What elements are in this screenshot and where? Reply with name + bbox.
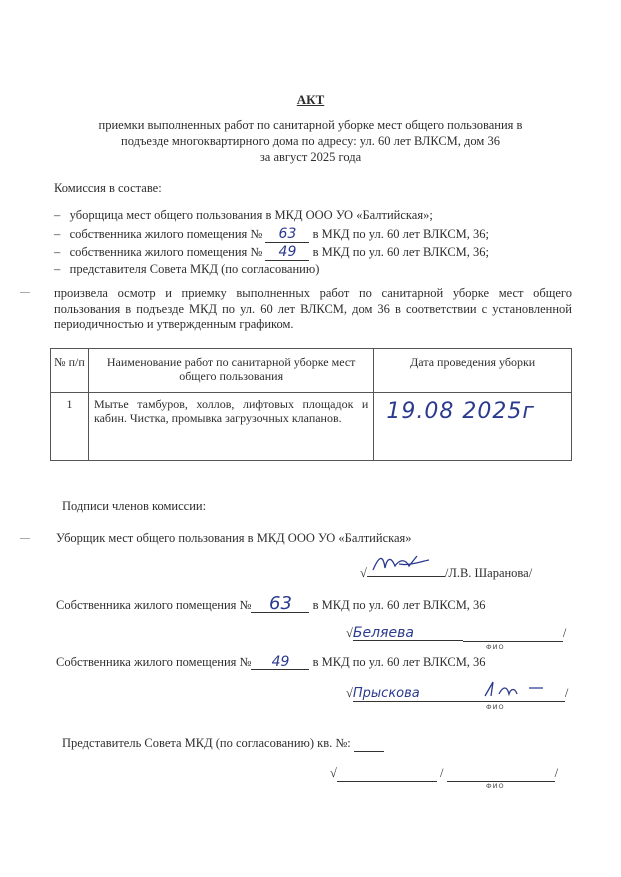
owner-2-apartment: 49 [251, 655, 309, 670]
representative-signature-line [330, 766, 558, 782]
dash-bullet: – [54, 245, 61, 259]
representative-row [62, 736, 384, 752]
representative-label: Представитель Совета МКД (по согласованию) кв. №: [62, 736, 351, 750]
header-number: № п/п [51, 349, 89, 393]
subtitle-line-3: за август 2025 года [259, 150, 362, 164]
check-mark: √ [346, 626, 353, 640]
owner-1-label: Собственника жилого помещения № [56, 598, 252, 612]
header-date: Дата проведения уборки [374, 349, 572, 393]
cleaner-signature [367, 562, 445, 577]
member-item-1 [54, 208, 433, 223]
signatures-heading: Подписи членов комиссии: [62, 499, 207, 513]
member-4-text: представителя Совета МКД (по согласованию) [69, 262, 320, 276]
owner-1-signature-line [346, 626, 566, 642]
owner-1-signature: Беляева [353, 626, 463, 641]
member-item-4 [54, 262, 319, 277]
representative-signature [337, 766, 437, 782]
member-3-apartment: 49 [265, 244, 309, 261]
document-title: АКТ [296, 92, 325, 107]
table-row [51, 393, 572, 461]
intro-paragraph: произвела осмотр и приемку выполненных работ по санитарной уборке мест общего пользования в подъезде МКД по ул. 60 лет ВЛКСМ, дом 36 в соответствии с установленной периодичностью и утвержденным графиком. [54, 286, 572, 331]
member-2-apartment: 63 [265, 226, 309, 243]
owner-1-apartment: 63 [251, 596, 309, 613]
representative-apartment-field [354, 736, 384, 752]
owner-1-fio-line [463, 626, 563, 642]
signature-scribble-icon [369, 552, 447, 576]
cleaner-label: Уборщик мест общего пользования в МКД ООО УО «Балтийская» [56, 531, 412, 545]
member-2-label: собственника жилого помещения № [69, 227, 263, 241]
row-number: 1 [51, 393, 89, 461]
signature-scribble-icon [481, 678, 551, 700]
owner-1-address: в МКД по ул. 60 лет ВЛКСМ, 36 [312, 598, 486, 612]
works-table [50, 348, 572, 461]
row-date: 19.08 2025г [386, 399, 535, 424]
member-1-text: уборщица мест общего пользования в МКД ООО УО «Балтийская»; [69, 208, 433, 222]
check-mark: √ [330, 766, 337, 780]
member-3-label: собственника жилого помещения № [69, 245, 263, 259]
dash-bullet: – [54, 227, 61, 241]
table-header-row [51, 349, 572, 393]
owner-1-row [56, 593, 486, 614]
owner-1-fio-caption: ФИО [486, 643, 505, 651]
member-3-address: в МКД по ул. 60 лет ВЛКСМ, 36; [312, 245, 490, 259]
owner-2-signature: Прыскова [353, 687, 461, 702]
check-mark: √ [360, 566, 367, 580]
owner-2-row [56, 655, 486, 670]
slash: / [562, 626, 567, 640]
representative-fio-line [447, 766, 555, 782]
owner-2-fio-line [461, 686, 565, 702]
owner-2-label: Собственника жилого помещения № [56, 655, 252, 669]
header-work: Наименование работ по санитарной уборке мест общего пользования [88, 349, 373, 393]
slash: / [440, 766, 444, 780]
owner-2-address: в МКД по ул. 60 лет ВЛКСМ, 36 [312, 655, 486, 669]
row-date-cell [374, 393, 572, 461]
commission-heading: Комиссия в составе: [54, 181, 162, 195]
dash-bullet: – [54, 208, 61, 222]
representative-fio-caption: ФИО [486, 782, 505, 790]
subtitle-line-1: приемки выполненных работ по санитарной уборке мест общего пользования в [98, 118, 523, 132]
owner-2-signature-line [346, 686, 568, 702]
margin-mark [20, 292, 30, 293]
owner-2-fio-caption: ФИО [486, 703, 505, 711]
slash: / [554, 766, 559, 780]
slash: / [564, 686, 569, 700]
subtitle-line-2: подъезде многоквартирного дома по адресу: ул. 60 лет ВЛКСМ, дом 36 [121, 134, 500, 148]
margin-mark [20, 538, 30, 539]
row-work: Мытье тамбуров, холлов, лифтовых площадок и кабин. Чистка, промывка загрузочных клапанов. [88, 393, 373, 461]
check-mark: √ [346, 686, 353, 700]
member-item-3 [54, 244, 489, 261]
member-2-address: в МКД по ул. 60 лет ВЛКСМ, 36; [312, 227, 490, 241]
dash-bullet: – [54, 262, 61, 276]
member-item-2 [54, 226, 489, 243]
cleaner-name: /Л.В. Шаранова/ [444, 566, 533, 580]
cleaner-signature-line [360, 562, 532, 581]
